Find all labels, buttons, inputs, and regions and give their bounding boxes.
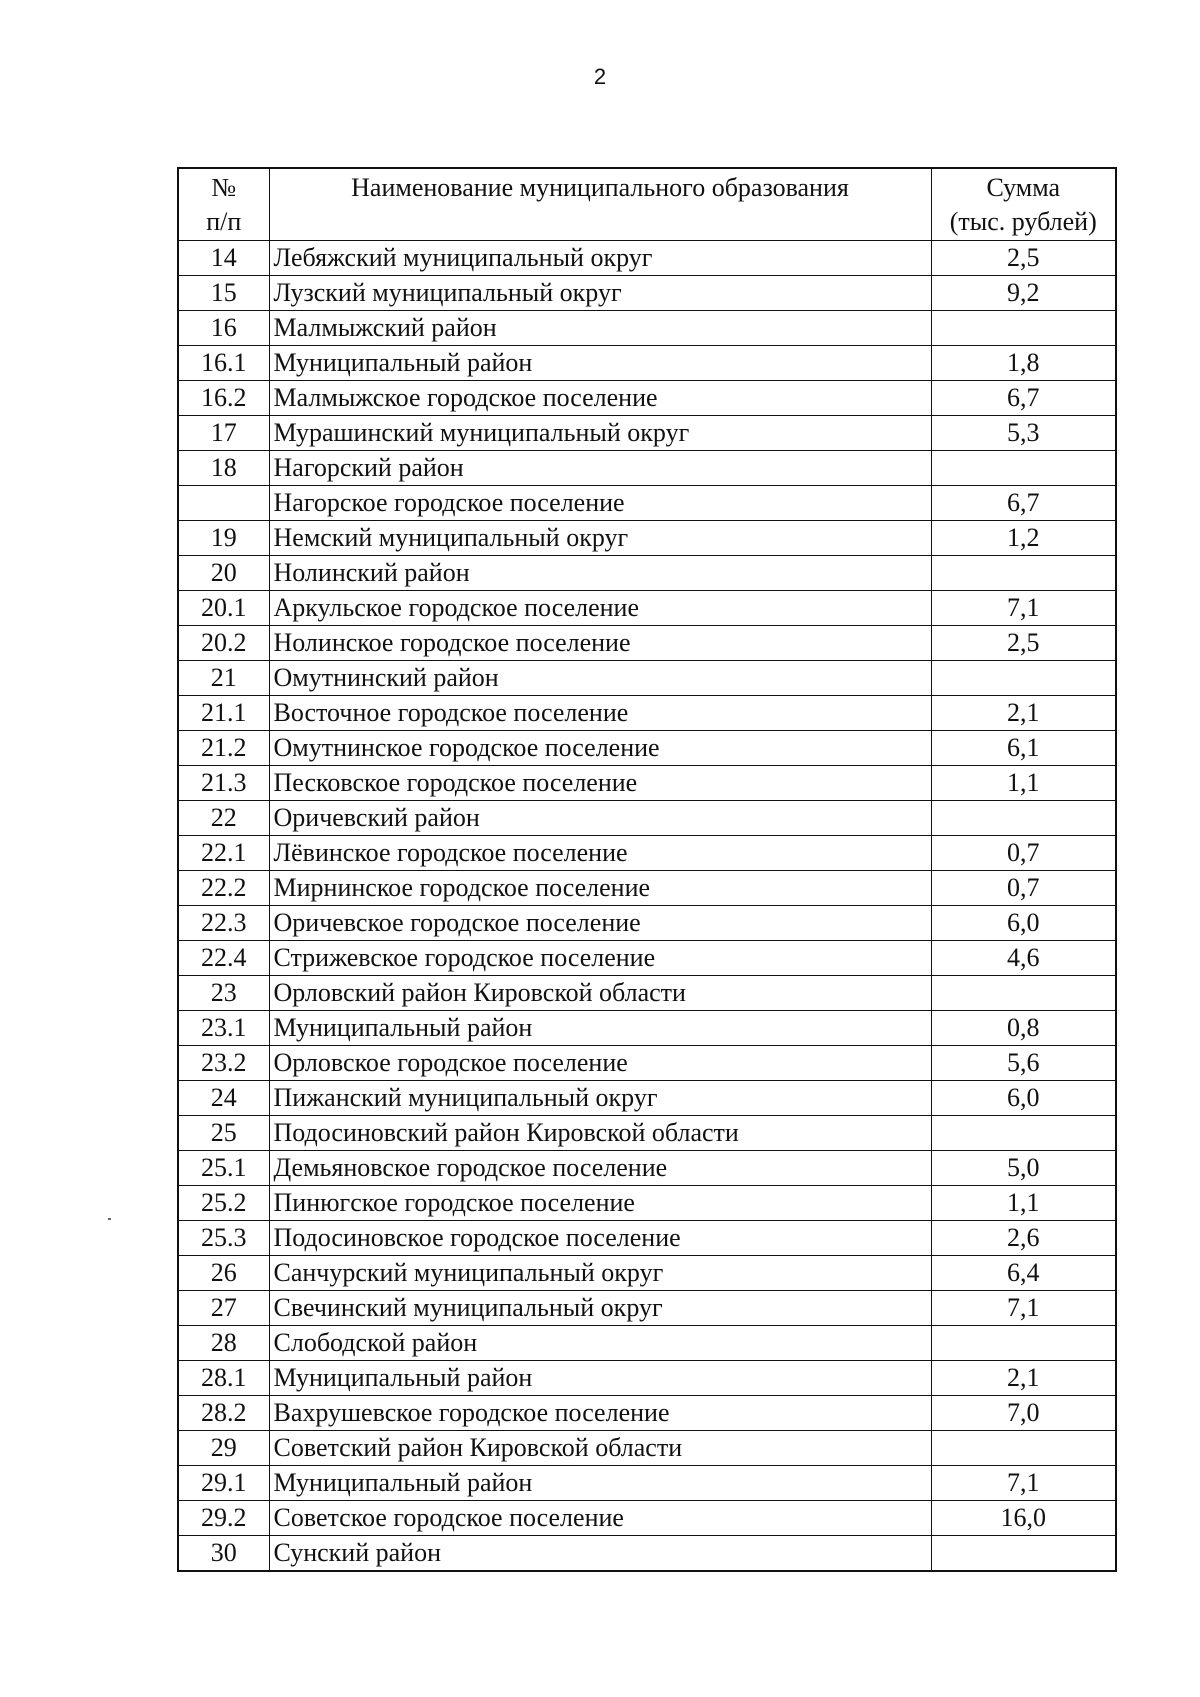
- row-sum-cell: [931, 450, 1116, 485]
- row-sum-cell: 4,6: [931, 940, 1116, 975]
- row-number-cell: 14: [178, 240, 269, 275]
- row-number-cell: 25.1: [178, 1150, 269, 1185]
- row-sum-cell: 6,0: [931, 905, 1116, 940]
- table-body: [178, 240, 1116, 1571]
- row-sum-cell: [931, 1535, 1116, 1571]
- table-row: [178, 275, 1116, 310]
- row-number-cell: 20.2: [178, 625, 269, 660]
- row-name-cell: Советский район Кировской области: [269, 1430, 931, 1465]
- table-row: [178, 940, 1116, 975]
- row-number-cell: 22.3: [178, 905, 269, 940]
- row-name-cell: Муниципальный район: [269, 1360, 931, 1395]
- row-number-cell: 17: [178, 415, 269, 450]
- table-row: [178, 240, 1116, 275]
- row-name-cell: Мурашинский муниципальный округ: [269, 415, 931, 450]
- row-sum-cell: 1,1: [931, 1185, 1116, 1220]
- row-sum-cell: [931, 555, 1116, 590]
- row-number-cell: 25: [178, 1115, 269, 1150]
- row-name-cell: Подосиновский район Кировской области: [269, 1115, 931, 1150]
- row-sum-cell: [931, 800, 1116, 835]
- row-name-cell: Вахрушевское городское поселение: [269, 1395, 931, 1430]
- table-row: [178, 1185, 1116, 1220]
- row-name-cell: Орловское городское поселение: [269, 1045, 931, 1080]
- row-sum-cell: 9,2: [931, 275, 1116, 310]
- row-name-cell: Свечинский муниципальный округ: [269, 1290, 931, 1325]
- table-row: [178, 1395, 1116, 1430]
- header-name: Наименование муниципального образования: [269, 168, 931, 240]
- row-number-cell: 20: [178, 555, 269, 590]
- scan-speck: [108, 1218, 111, 1220]
- header-sum-line1: Сумма: [986, 173, 1061, 202]
- table-row: [178, 1255, 1116, 1290]
- row-number-cell: 25.2: [178, 1185, 269, 1220]
- row-number-cell: 28.2: [178, 1395, 269, 1430]
- row-number-cell: 20.1: [178, 590, 269, 625]
- header-number: [178, 168, 269, 240]
- row-name-cell: Мирнинское городское поселение: [269, 870, 931, 905]
- row-sum-cell: 5,0: [931, 1150, 1116, 1185]
- row-name-cell: Малмыжский район: [269, 310, 931, 345]
- row-name-cell: Орловский район Кировской области: [269, 975, 931, 1010]
- row-name-cell: Оричевское городское поселение: [269, 905, 931, 940]
- row-number-cell: 28: [178, 1325, 269, 1360]
- table-row: [178, 730, 1116, 765]
- row-sum-cell: 5,3: [931, 415, 1116, 450]
- row-number-cell: 22.1: [178, 835, 269, 870]
- row-number-cell: 23.2: [178, 1045, 269, 1080]
- row-number-cell: 22.4: [178, 940, 269, 975]
- table-row: [178, 555, 1116, 590]
- table-row: [178, 1465, 1116, 1500]
- row-number-cell: 19: [178, 520, 269, 555]
- row-name-cell: Нолинский район: [269, 555, 931, 590]
- row-number-cell: 21.2: [178, 730, 269, 765]
- row-sum-cell: 5,6: [931, 1045, 1116, 1080]
- table-row: [178, 415, 1116, 450]
- table-row: [178, 1500, 1116, 1535]
- table-row: [178, 310, 1116, 345]
- table-row: [178, 345, 1116, 380]
- row-sum-cell: [931, 1325, 1116, 1360]
- row-number-cell: 28.1: [178, 1360, 269, 1395]
- row-name-cell: Лузский муниципальный округ: [269, 275, 931, 310]
- table-row: [178, 1150, 1116, 1185]
- table-row: [178, 450, 1116, 485]
- row-name-cell: Подосиновское городское поселение: [269, 1220, 931, 1255]
- row-name-cell: Слободской район: [269, 1325, 931, 1360]
- row-number-cell: 15: [178, 275, 269, 310]
- row-sum-cell: 0,8: [931, 1010, 1116, 1045]
- row-name-cell: Лёвинское городское поселение: [269, 835, 931, 870]
- table-row: [178, 485, 1116, 520]
- page-number: 2: [593, 64, 607, 89]
- row-sum-cell: 6,7: [931, 380, 1116, 415]
- row-number-cell: 27: [178, 1290, 269, 1325]
- row-sum-cell: 6,7: [931, 485, 1116, 520]
- row-sum-cell: 6,0: [931, 1080, 1116, 1115]
- row-number-cell: 30: [178, 1535, 269, 1571]
- header-number-line1: №: [211, 173, 237, 202]
- row-name-cell: Нолинское городское поселение: [269, 625, 931, 660]
- row-sum-cell: 0,7: [931, 835, 1116, 870]
- row-sum-cell: 2,6: [931, 1220, 1116, 1255]
- table-row: [178, 1115, 1116, 1150]
- row-number-cell: 21: [178, 660, 269, 695]
- table-row: [178, 1220, 1116, 1255]
- table-row: [178, 520, 1116, 555]
- row-name-cell: Песковское городское поселение: [269, 765, 931, 800]
- table-row: [178, 1045, 1116, 1080]
- row-sum-cell: [931, 975, 1116, 1010]
- table-row: [178, 695, 1116, 730]
- row-name-cell: Советское городское поселение: [269, 1500, 931, 1535]
- row-number-cell: 26: [178, 1255, 269, 1290]
- row-name-cell: Лебяжский муниципальный округ: [269, 240, 931, 275]
- table-row: [178, 765, 1116, 800]
- row-number-cell: 16.2: [178, 380, 269, 415]
- row-number-cell: 21.1: [178, 695, 269, 730]
- row-number-cell: 29: [178, 1430, 269, 1465]
- row-sum-cell: 16,0: [931, 1500, 1116, 1535]
- header-number-line2: п/п: [206, 207, 242, 236]
- row-number-cell: 18: [178, 450, 269, 485]
- row-sum-cell: 1,1: [931, 765, 1116, 800]
- row-number-cell: 23: [178, 975, 269, 1010]
- row-name-cell: Стрижевское городское поселение: [269, 940, 931, 975]
- row-sum-cell: [931, 1115, 1116, 1150]
- row-name-cell: Нагорское городское поселение: [269, 485, 931, 520]
- row-name-cell: Немский муниципальный округ: [269, 520, 931, 555]
- header-sum: [931, 168, 1116, 240]
- row-name-cell: Аркульское городское поселение: [269, 590, 931, 625]
- table-row: [178, 1080, 1116, 1115]
- row-name-cell: Муниципальный район: [269, 1010, 931, 1045]
- row-number-cell: 25.3: [178, 1220, 269, 1255]
- row-name-cell: Малмыжское городское поселение: [269, 380, 931, 415]
- row-name-cell: Восточное городское поселение: [269, 695, 931, 730]
- header-sum-line2: (тыс. рублей): [949, 207, 1097, 236]
- table-row: [178, 1325, 1116, 1360]
- row-sum-cell: [931, 660, 1116, 695]
- row-sum-cell: 7,1: [931, 1290, 1116, 1325]
- row-name-cell: Оричевский район: [269, 800, 931, 835]
- row-name-cell: Муниципальный район: [269, 345, 931, 380]
- row-number-cell: 16: [178, 310, 269, 345]
- row-sum-cell: 7,0: [931, 1395, 1116, 1430]
- row-name-cell: Демьяновское городское поселение: [269, 1150, 931, 1185]
- row-sum-cell: 2,1: [931, 1360, 1116, 1395]
- table-row: [178, 905, 1116, 940]
- row-number-cell: 29.2: [178, 1500, 269, 1535]
- row-sum-cell: 0,7: [931, 870, 1116, 905]
- table-row: [178, 870, 1116, 905]
- row-name-cell: Сунский район: [269, 1535, 931, 1571]
- row-number-cell: 16.1: [178, 345, 269, 380]
- row-sum-cell: 1,8: [931, 345, 1116, 380]
- table-row: [178, 1430, 1116, 1465]
- row-sum-cell: 6,1: [931, 730, 1116, 765]
- row-sum-cell: 7,1: [931, 1465, 1116, 1500]
- row-name-cell: Омутнинское городское поселение: [269, 730, 931, 765]
- row-sum-cell: 2,1: [931, 695, 1116, 730]
- table-row: [178, 800, 1116, 835]
- row-sum-cell: 1,2: [931, 520, 1116, 555]
- table-row: [178, 1535, 1116, 1571]
- row-sum-cell: 2,5: [931, 240, 1116, 275]
- table-row: [178, 975, 1116, 1010]
- row-number-cell: 23.1: [178, 1010, 269, 1045]
- table-row: [178, 1290, 1116, 1325]
- row-sum-cell: 7,1: [931, 590, 1116, 625]
- table-row: [178, 835, 1116, 870]
- allocation-table: [177, 167, 1117, 1572]
- row-number-cell: 24: [178, 1080, 269, 1115]
- row-name-cell: Омутнинский район: [269, 660, 931, 695]
- row-name-cell: Пижанский муниципальный округ: [269, 1080, 931, 1115]
- row-sum-cell: 6,4: [931, 1255, 1116, 1290]
- row-number-cell: 29.1: [178, 1465, 269, 1500]
- table-row: [178, 380, 1116, 415]
- table-row: [178, 660, 1116, 695]
- table-header-row: [178, 168, 1116, 240]
- row-sum-cell: [931, 1430, 1116, 1465]
- row-name-cell: Пинюгское городское поселение: [269, 1185, 931, 1220]
- row-number-cell: 21.3: [178, 765, 269, 800]
- row-name-cell: Нагорский район: [269, 450, 931, 485]
- table-row: [178, 1360, 1116, 1395]
- table-row: [178, 625, 1116, 660]
- table-row: [178, 590, 1116, 625]
- row-name-cell: Муниципальный район: [269, 1465, 931, 1500]
- row-number-cell: 22.2: [178, 870, 269, 905]
- table-row: [178, 1010, 1116, 1045]
- row-name-cell: Санчурский муниципальный округ: [269, 1255, 931, 1290]
- row-sum-cell: [931, 310, 1116, 345]
- row-number-cell: 22: [178, 800, 269, 835]
- row-number-cell: [178, 485, 269, 520]
- row-sum-cell: 2,5: [931, 625, 1116, 660]
